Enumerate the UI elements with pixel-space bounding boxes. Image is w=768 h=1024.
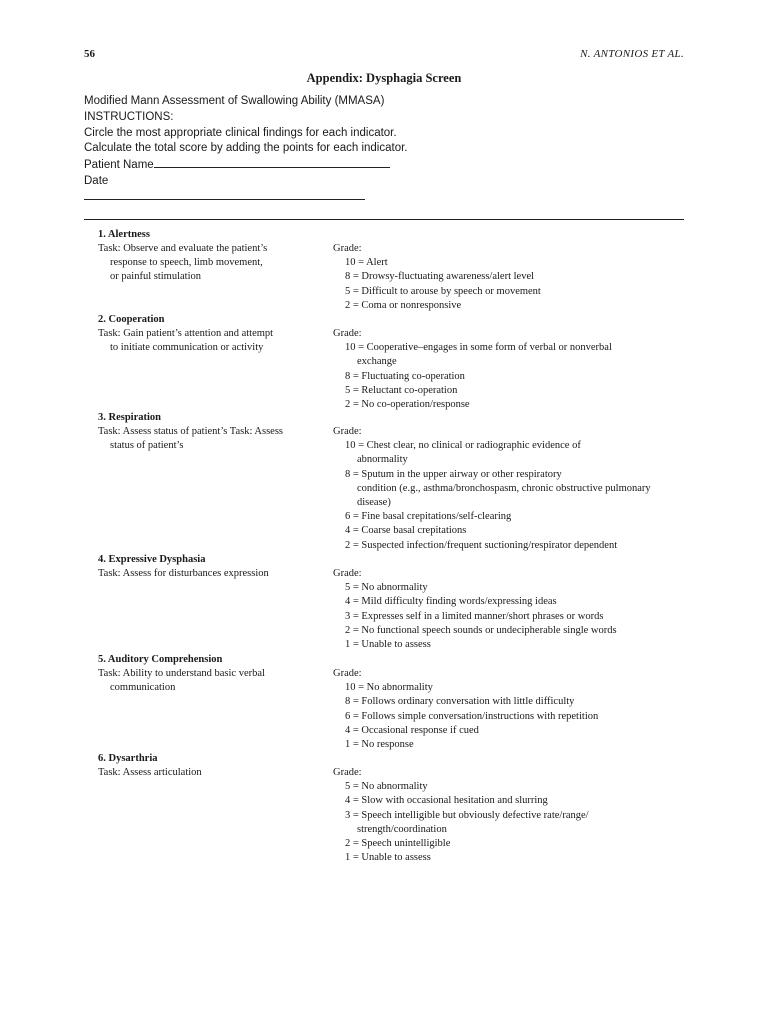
task-line: Task: Ability to understand basic verbal [98, 668, 265, 679]
indicator-task [98, 567, 313, 581]
grade-label: Grade: [333, 668, 362, 679]
grade-list [333, 667, 693, 752]
task-line: or painful stimulation [110, 271, 201, 283]
grade-list [333, 567, 693, 652]
grade-option[interactable]: 10 = Cooperative–engages in some form of verbal or nonverbal [345, 342, 612, 354]
grade-option[interactable]: 1 = Unable to assess [345, 852, 431, 864]
grade-option[interactable]: exchange [357, 356, 397, 368]
task-line: communication [110, 682, 176, 694]
grade-option[interactable]: 5 = No abnormality [345, 582, 428, 594]
grade-option[interactable]: 2 = Speech unintelligible [345, 838, 451, 850]
page-number: 56 [84, 48, 95, 60]
task-line: Task: Observe and evaluate the patient’s [98, 243, 268, 254]
grade-option[interactable]: 10 = Chest clear, no clinical or radiographic evidence of [345, 440, 581, 452]
grade-label: Grade: [333, 328, 362, 339]
grade-label: Grade: [333, 426, 362, 437]
indicator-heading: 3. Respiration [98, 412, 161, 423]
indicator-task [98, 327, 313, 355]
indicator-task [98, 766, 313, 780]
grade-list [333, 425, 693, 553]
grade-option[interactable]: strength/coordination [357, 823, 447, 835]
indicator-heading: 4. Expressive Dysphasia [98, 554, 206, 565]
grade-option[interactable]: 2 = Suspected infection/frequent suctioning/respirator dependent [345, 539, 618, 551]
grade-option[interactable]: 6 = Fine basal crepitations/self-clearing [345, 511, 512, 523]
intro-line: Modified Mann Assessment of Swallowing Ability (MMASA) [84, 95, 385, 107]
grade-label: Grade: [333, 243, 362, 254]
indicator-task [98, 242, 313, 285]
intro-line: Calculate the total score by adding the points for each indicator. [84, 142, 408, 155]
grade-option[interactable]: 8 = Drowsy-fluctuating awareness/alert level [345, 271, 535, 283]
page-title: Appendix: Dysphagia Screen [306, 71, 462, 85]
grade-option[interactable]: 3 = Speech intelligible but obviously defective rate/range/ [345, 809, 589, 821]
task-line: to initiate communication or activity [110, 342, 264, 354]
indicator-heading: 5. Auditory Comprehension [98, 654, 223, 665]
task-line: status of patient’s [110, 440, 184, 452]
task-line: Task: Assess for disturbances expression [98, 568, 269, 579]
grade-list [333, 242, 693, 313]
task-line: Task: Assess status of patient’s Task: Assess [98, 426, 284, 437]
grade-option[interactable]: disease) [357, 497, 391, 509]
indicator-task [98, 425, 313, 453]
grade-option[interactable]: abnormality [357, 454, 408, 466]
grade-option[interactable]: 4 = Mild difficulty finding words/expressing ideas [345, 596, 557, 608]
grade-option[interactable]: 10 = Alert [345, 257, 388, 269]
grade-option[interactable]: 2 = No co-operation/response [345, 399, 470, 411]
intro-line: INSTRUCTIONS: [84, 110, 174, 123]
indicator-heading: 1. Alertness [98, 229, 150, 240]
grade-option[interactable]: 2 = Coma or nonresponsive [345, 299, 462, 311]
grade-option[interactable]: 4 = Slow with occasional hesitation and slurring [345, 795, 548, 807]
grade-option[interactable]: 4 = Occasional response if cued [345, 724, 479, 736]
grade-option[interactable]: 3 = Expresses self in a limited manner/short phrases or words [345, 610, 604, 622]
running-head: N. ANTONIOS ET AL. [580, 48, 684, 60]
grade-option[interactable]: 8 = Fluctuating co-operation [345, 370, 465, 382]
grade-option[interactable]: condition (e.g., asthma/bronchospasm, chronic obstructive pulmonary [357, 482, 651, 494]
grade-option[interactable]: 8 = Sputum in the upper airway or other respiratory [345, 468, 562, 480]
grade-option[interactable]: 1 = No response [345, 739, 414, 751]
grade-option[interactable]: 6 = Follows simple conversation/instructions with repetition [345, 710, 599, 722]
grade-option[interactable]: 2 = No functional speech sounds or undecipherable single words [345, 624, 617, 636]
grade-label: Grade: [333, 767, 362, 778]
grade-option[interactable]: 4 = Coarse basal crepitations [345, 525, 467, 537]
grade-list [333, 327, 693, 412]
task-line: response to speech, limb movement, [110, 257, 263, 269]
indicator-heading: 6. Dysarthria [98, 753, 158, 764]
patient-name-label: Patient Name [84, 159, 154, 172]
indicator-task [98, 667, 313, 695]
grade-option[interactable]: 5 = Difficult to arouse by speech or movement [345, 285, 541, 297]
task-line: Task: Gain patient’s attention and attempt [98, 328, 274, 339]
grade-list [333, 766, 693, 865]
date-label: Date [84, 174, 109, 187]
grade-option[interactable]: 10 = No abnormality [345, 682, 433, 694]
grade-option[interactable]: 8 = Follows ordinary conversation with little difficulty [345, 696, 575, 708]
grade-option[interactable]: 1 = Unable to assess [345, 639, 431, 651]
task-line: Task: Assess articulation [98, 767, 202, 778]
grade-label: Grade: [333, 568, 362, 579]
intro-line: Circle the most appropriate clinical findings for each indicator. [84, 126, 397, 139]
indicator-heading: 2. Cooperation [98, 314, 165, 325]
grade-option[interactable]: 5 = No abnormality [345, 781, 428, 793]
grade-option[interactable]: 5 = Reluctant co-operation [345, 384, 458, 396]
